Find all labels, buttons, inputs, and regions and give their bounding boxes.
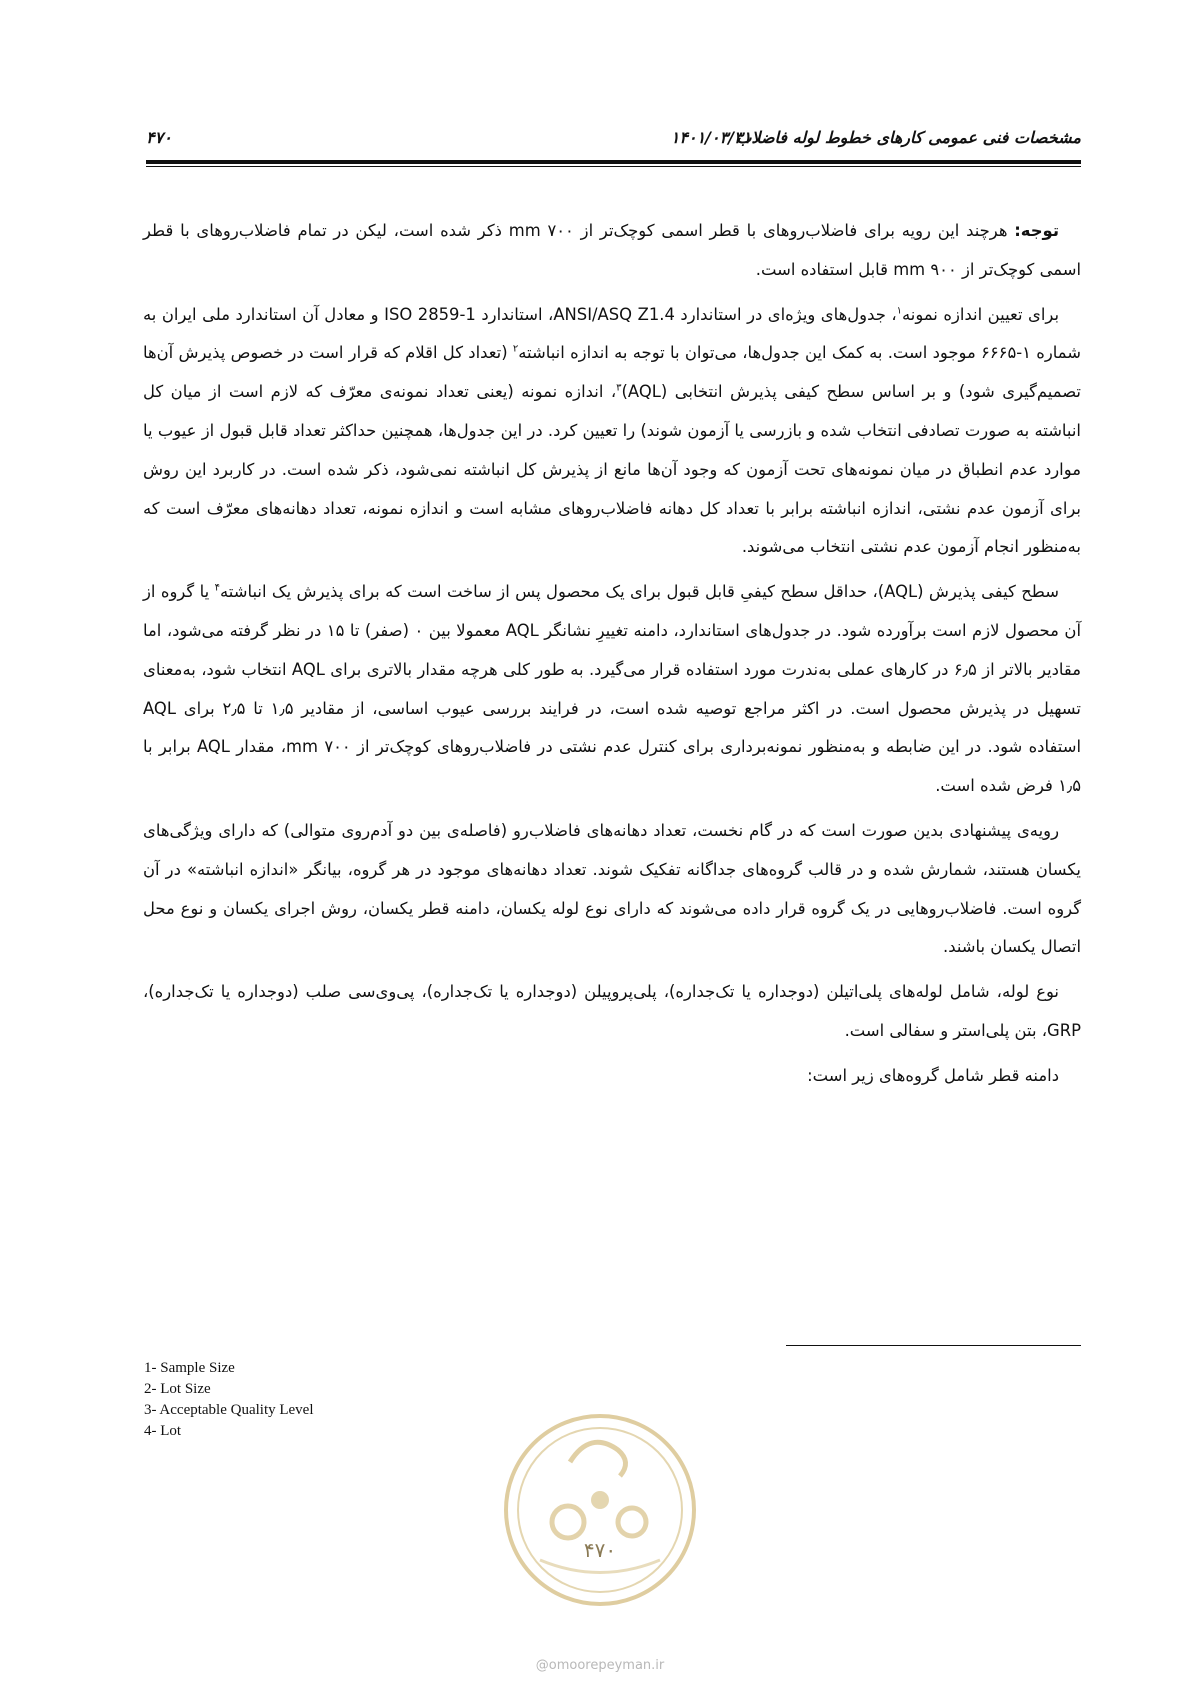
paragraph-diameter-range: دامنه قطر شامل گروه‌های زیر است: [807, 1065, 1059, 1085]
note-lead: توجه: [1014, 221, 1059, 240]
footnote-2: 2- Lot Size [144, 1381, 211, 1397]
footnote-ref: ۲ [512, 343, 519, 355]
header-date: ۱۴۰۱/۰۳/۳۱ [670, 128, 752, 147]
seal-page-number: ۴۷۰ [583, 1538, 617, 1562]
header-title: مشخصات فنی عمومی کارهای خطوط لوله فاضلاب [736, 128, 1081, 147]
paragraph-pipe-types: نوع لوله، شامل لوله‌های پلی‌اتیلن (دوجداره یا تک‌جداره)، پلی‌پروپیلن (دوجداره یا تک‌جداره)، پی‌وی‌سی صلب (دوجداره یا تک‌جداره)، GRP، بتن پلی‌استر و سفالی است. [143, 982, 1081, 1040]
body-text [143, 212, 1081, 1102]
paragraph-note [143, 212, 1081, 290]
footnote-3: 3- Acceptable Quality Level [144, 1402, 314, 1418]
paragraph-text: (تعداد کل اقلام که قرار است در خصوص پذیرش آن‌ها تصمیم‌گیری شود) و بر اساس سطح کیفی پذیرش انتخابی (AQL) [143, 343, 1081, 402]
seal-logo-icon [500, 1410, 700, 1610]
paragraph-sample-size [143, 296, 1081, 568]
paragraph-aql [143, 573, 1081, 806]
watermark-seal [500, 1410, 700, 1610]
page-header [146, 128, 1081, 154]
footnote-4: 4- Lot [144, 1423, 182, 1439]
header-rule-thin [146, 166, 1081, 167]
footnote-ref: ۳ [616, 382, 622, 394]
paragraph-procedure: رویه‌ی پیشنهادی بدین صورت است که در گام نخست، تعداد دهانه‌های فاضلاب‌رو (فاصله‌ی بین دو آدم‌روی متوالی) که دارای ویژگی‌های یکسان هستند، شمارش شده و در قالب گروه‌های جداگانه تفکیک شوند. تعداد دهانه‌های موجود در هر گروه، بیانگر «اندازه انباشته» در آن گروه است. فاضلاب‌روهایی در یک گروه قرار داده می‌شوند که دارای نوع لوله یکسان، دامنه قطر یکسان، روش اجرای یکسان و نوع محل اتصال یکسان باشند. [143, 820, 1081, 957]
paragraph-text: ، اندازه نمونه (یعنی تعداد نمونه‌ی معرّف که لازم است از میان کل انباشته به صورت تصادفی انتخاب شده و بازرسی یا آزمون شوند) را تعیین کرد. در این جدول‌ها، همچنین حداکثر تعداد قابل قبول از عیوب یا موارد عدم انطباق در میان نمونه‌های تحت آزمون که وجود آن‌ها مانع از پذیرش کل انباشته نمی‌شود، ذکر شده است. در کاربرد این روش برای آزمون عدم نشتی، اندازه انباشته برابر با تعداد کل دهانه فاضلاب‌روهای مشابه است و اندازه نمونه، تعداد دهانه‌های معرّف است که به‌منظور انجام آزمون عدم نشتی انتخاب می‌شوند. [143, 382, 1081, 557]
watermark-url: @omoorepeyman.ir [535, 1658, 665, 1673]
paragraph-text: یا گروه از آن محصول لازم است برآورده شود. در جدول‌های استاندارد، دامنه تغییرِ نشانگر AQL معمولا بین ۰ (صفر) تا ۱۵ در نظر گرفته می‌شود، اما مقادیر بالاتر از ۶٫۵ در کارهای عملی به‌ندرت مورد استفاده قرار می‌گیرد. به طور کلی هرچه مقدار بالاتری برای AQL انتخاب شود، به‌معنای تسهیل در پذیرش محصول است. در اکثر مراجع توصیه شده است، در فرایند بررسی عیوب اساسی، از مقادیر ۱٫۵ تا ۲٫۵ برای AQL استفاده شود. در این ضابطه و به‌منظور نمونه‌برداری برای کنترل عدم نشتی در فاضلاب‌روهای کوچک‌تر از ۷۰۰ mm، مقدار AQL برابر با ۱٫۵ فرض شده است. [143, 582, 1082, 796]
paragraph-text: سطح کیفی پذیرش (AQL)، حداقل سطح کیفیِ قابل قبول برای یک محصول پس از ساخت است که برای پذیرش یک انباشته [219, 582, 1059, 602]
footnote-ref: ۴ [214, 582, 220, 594]
note-text: هرچند این رویه برای فاضلاب‌روهای با قطر اسمی کوچک‌تر از ۷۰۰ mm ذکر شده است، لیکن در تمام فاضلاب‌روهای با قطر اسمی کوچک‌تر از ۹۰۰ mm قابل استفاده است. [143, 221, 1081, 279]
footnote-rule [786, 1345, 1081, 1346]
paragraph-text: برای تعیین اندازه نمونه [902, 304, 1060, 324]
header-page-number: ۴۷۰ [146, 128, 172, 147]
paragraph-text: ، جدول‌های ویژه‌ای در استاندارد ANSI/ASQ Z1.4، استاندارد ISO 2859-1 و معادل آن استاندارد ملی ایران به شماره ۱-۶۶۶۵ موجود است. به کمک این جدول‌ها، می‌توان با توجه به اندازه انباشته [143, 304, 1081, 363]
footnote-ref: ۱ [896, 305, 903, 317]
header-rule [146, 160, 1081, 164]
footnote-1: 1- Sample Size [144, 1360, 235, 1376]
